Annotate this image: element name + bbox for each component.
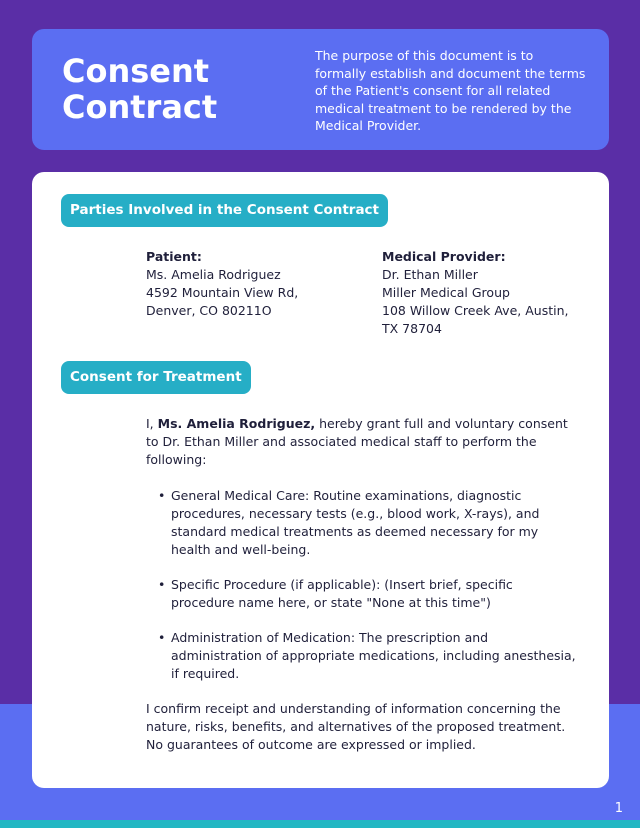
purpose-description: The purpose of this document is to formally establish and document the terms of the Patient's consent for all related medical treatment to be rendered by the Medical Provider. bbox=[315, 48, 586, 133]
consent-item-text: Administration of Medication: The prescription and administration of appropriate medications, including anesthesia, if required. bbox=[171, 630, 576, 681]
list-item bbox=[158, 576, 578, 612]
patient-address-line2: Denver, CO 80211O bbox=[146, 303, 272, 318]
consent-item-text: Specific Procedure (if applicable): (Insert brief, specific procedure name here, or state "None at this time") bbox=[171, 577, 513, 610]
provider-name: Dr. Ethan Miller bbox=[382, 267, 478, 282]
list-item bbox=[158, 487, 578, 559]
consent-intro bbox=[146, 415, 578, 469]
patient-details bbox=[146, 248, 346, 320]
parties-section-heading: Parties Involved in the Consent Contract bbox=[61, 194, 388, 227]
patient-name: Ms. Amelia Rodriguez bbox=[146, 267, 281, 282]
confirmation-statement: I confirm receipt and understanding of information concerning the nature, risks, benefits, and alternatives of the proposed treatment. No guarantees of outcome are expressed or implied. bbox=[146, 701, 566, 752]
page-number: 1 bbox=[614, 801, 623, 816]
list-item bbox=[158, 629, 578, 683]
intro-patient-name: Ms. Amelia Rodriguez, bbox=[157, 416, 316, 431]
bullet-icon: • bbox=[158, 488, 166, 503]
header-banner bbox=[32, 29, 609, 150]
provider-address-line2: TX 78704 bbox=[382, 321, 442, 336]
patient-address-line1: 4592 Mountain View Rd, bbox=[146, 285, 299, 300]
content-card bbox=[32, 172, 609, 788]
consent-body bbox=[146, 415, 578, 754]
bullet-icon: • bbox=[158, 577, 166, 592]
consent-section-heading: Consent for Treatment bbox=[61, 361, 251, 394]
bullet-icon: • bbox=[158, 630, 166, 645]
intro-prefix: I, bbox=[146, 416, 154, 431]
page-title: Consent Contract bbox=[62, 52, 218, 126]
consent-items-list bbox=[146, 487, 578, 683]
provider-label: Medical Provider: bbox=[382, 249, 506, 264]
intro-suffix: hereby grant full and voluntary consent to Dr. Ethan Miller and associated medical staff to perform the following: bbox=[146, 416, 568, 467]
bottom-teal-strip bbox=[0, 820, 640, 828]
provider-details bbox=[382, 248, 582, 338]
patient-label: Patient: bbox=[146, 249, 202, 264]
provider-address-line1: 108 Willow Creek Ave, Austin, bbox=[382, 303, 569, 318]
consent-item-text: General Medical Care: Routine examinations, diagnostic procedures, necessary tests (e.g., blood work, X-rays), and standard medical treatments as deemed necessary for my health and well-being. bbox=[171, 488, 540, 557]
provider-organization: Miller Medical Group bbox=[382, 285, 510, 300]
